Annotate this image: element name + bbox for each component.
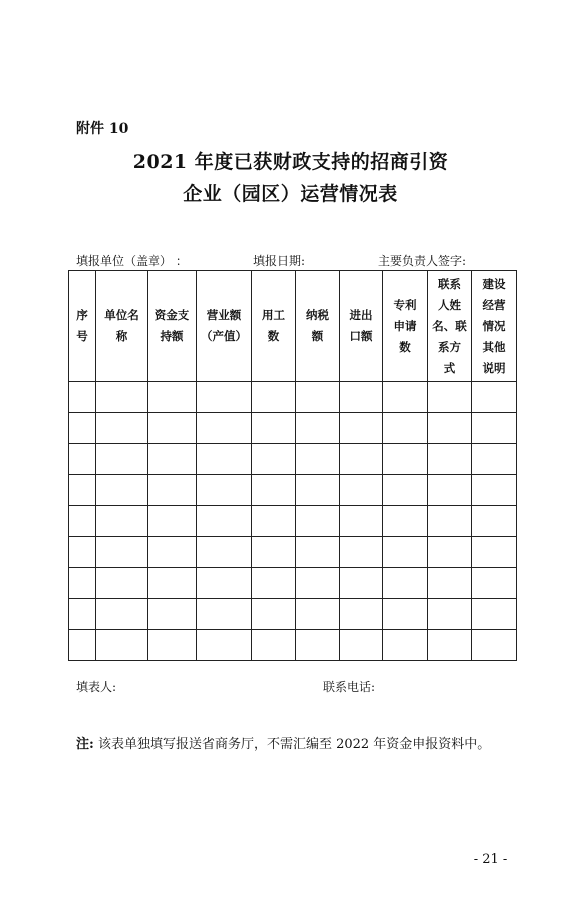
table-cell[interactable] [296,630,340,661]
column-header-line: 资金支 [154,308,190,322]
header-row [69,271,517,382]
column-header-line: 称 [115,329,128,343]
note-label: 注: [76,737,94,752]
table-cell[interactable] [296,413,340,444]
title-line-1: 2021 年度已获财政支持的招商引资 [132,151,449,173]
table-cell[interactable] [252,568,296,599]
table-row [69,630,517,661]
column-header-line: （产值） [201,329,247,343]
table-cell[interactable] [197,568,252,599]
column-header [96,271,148,382]
table-cell[interactable] [472,444,517,475]
table-cell[interactable] [296,444,340,475]
table-cell[interactable] [197,444,252,475]
table-cell[interactable] [148,444,197,475]
table-cell[interactable] [69,444,96,475]
table-row [69,537,517,568]
table-cell[interactable] [383,568,428,599]
table-cell[interactable] [252,413,296,444]
column-header-line: 经营 [482,297,506,312]
table-cell[interactable] [340,506,383,537]
table-cell[interactable] [69,382,96,413]
column-header-line: 情况 [482,318,506,333]
column-header-line: 专利 [393,297,417,312]
table-cell[interactable] [472,537,517,568]
table-row [69,444,517,475]
table-cell[interactable] [148,568,197,599]
column-header [472,271,517,382]
table-cell[interactable] [197,413,252,444]
table-cell[interactable] [69,599,96,630]
table-cell[interactable] [69,630,96,661]
table-cell[interactable] [428,382,472,413]
column-header [428,271,472,382]
table-cell[interactable] [252,599,296,630]
table-cell[interactable] [69,506,96,537]
table-cell[interactable] [472,599,517,630]
table-cell[interactable] [340,382,383,413]
column-header-line: 说明 [482,360,506,375]
column-header-line: 人姓 [438,297,461,312]
table-cell[interactable] [252,537,296,568]
table-cell[interactable] [340,537,383,568]
table-cell[interactable] [340,599,383,630]
column-header-line: 申请 [393,318,417,333]
column-header-line: 序 [76,308,88,322]
table-cell[interactable] [296,568,340,599]
table-cell[interactable] [96,568,148,599]
table-cell[interactable] [197,382,252,413]
table-cell[interactable] [148,382,197,413]
column-header-line: 名、联 [432,318,467,333]
note-text: 该表单独填写报送省商务厅，不需汇编至 2022 年资金申报资料中。 [97,737,491,752]
table-cell[interactable] [148,475,197,506]
table-cell[interactable] [197,537,252,568]
table-cell[interactable] [96,630,148,661]
table-cell[interactable] [428,599,472,630]
table-cell[interactable] [428,475,472,506]
table-cell[interactable] [472,475,517,506]
table-cell[interactable] [383,506,428,537]
table-cell[interactable] [428,537,472,568]
table-cell[interactable] [96,413,148,444]
table-cell[interactable] [252,444,296,475]
table-cell[interactable] [383,382,428,413]
table-cell[interactable] [383,444,428,475]
column-header [197,271,252,382]
fill-sign-label: 主要负责人签字: [378,254,467,268]
table-cell[interactable] [69,568,96,599]
column-header [69,271,96,382]
table-row [69,568,517,599]
column-header-line: 口额 [349,329,373,343]
table-cell[interactable] [252,506,296,537]
table-cell[interactable] [96,599,148,630]
fill-date-label: 填报日期: [253,254,306,268]
table-row [69,413,517,444]
column-header-line: 持额 [160,329,184,343]
table-cell[interactable] [148,413,197,444]
page-number: - 21 - [473,852,508,867]
table-cell[interactable] [197,599,252,630]
table-cell[interactable] [428,413,472,444]
report-table [68,270,517,661]
table-cell[interactable] [428,506,472,537]
column-header [383,271,428,382]
table-cell[interactable] [383,599,428,630]
table-cell[interactable] [428,568,472,599]
table-cell[interactable] [383,537,428,568]
table-cell[interactable] [340,475,383,506]
table-cell[interactable] [472,630,517,661]
table-cell[interactable] [296,382,340,413]
table-cell[interactable] [96,444,148,475]
column-header-line: 系方 [438,339,461,354]
table-cell[interactable] [472,413,517,444]
title-line-2: 企业（园区）运营情况表 [183,183,398,205]
column-header [252,271,296,382]
table-cell[interactable] [428,444,472,475]
table-cell[interactable] [472,568,517,599]
table-cell[interactable] [69,413,96,444]
table-cell[interactable] [383,475,428,506]
table-cell[interactable] [296,506,340,537]
table-cell[interactable] [296,537,340,568]
table-cell[interactable] [383,413,428,444]
column-header [296,271,340,382]
table-cell[interactable] [96,382,148,413]
table-cell[interactable] [340,413,383,444]
table-cell[interactable] [252,382,296,413]
table-row [69,599,517,630]
table-cell[interactable] [252,475,296,506]
table-cell[interactable] [69,537,96,568]
table-cell[interactable] [472,382,517,413]
column-header-line: 额 [311,329,324,343]
column-header-line: 进出 [349,308,373,322]
column-header-line: 数 [399,339,411,354]
table-cell[interactable] [472,506,517,537]
column-header-line: 单位名 [104,308,139,322]
table-cell[interactable] [340,630,383,661]
column-header [340,271,383,382]
table-cell[interactable] [197,630,252,661]
table-cell[interactable] [296,475,340,506]
column-header-line: 数 [267,329,280,343]
note [76,733,490,752]
column-header-line: 联系 [438,276,461,291]
column-header-line: 用工 [262,308,285,322]
attachment-label: 附件 10 [76,121,129,137]
table-cell[interactable] [96,506,148,537]
table-cell[interactable] [197,506,252,537]
table-cell[interactable] [340,568,383,599]
table-cell[interactable] [197,475,252,506]
phone-label: 联系电话: [323,680,376,694]
table-cell[interactable] [252,630,296,661]
table-cell[interactable] [340,444,383,475]
table-row [69,475,517,506]
table-cell[interactable] [428,630,472,661]
column-header-line: 式 [443,360,456,375]
table-cell[interactable] [96,475,148,506]
column-header-line: 其他 [482,339,506,354]
table-cell[interactable] [296,599,340,630]
column-header [148,271,197,382]
table-cell[interactable] [96,537,148,568]
fill-unit-label: 填报单位（盖章） ： [76,254,188,268]
column-header-line: 号 [76,329,88,343]
table-row [69,382,517,413]
table-row [69,506,517,537]
table-cell[interactable] [148,599,197,630]
table-cell[interactable] [148,537,197,568]
column-header-line: 建设 [482,276,506,291]
table-cell[interactable] [148,506,197,537]
table-cell[interactable] [383,630,428,661]
column-header-line: 营业额 [206,308,242,322]
table-cell[interactable] [69,475,96,506]
column-header-line: 纳税 [306,308,329,322]
filler-label: 填表人: [76,680,117,694]
table-cell[interactable] [148,630,197,661]
